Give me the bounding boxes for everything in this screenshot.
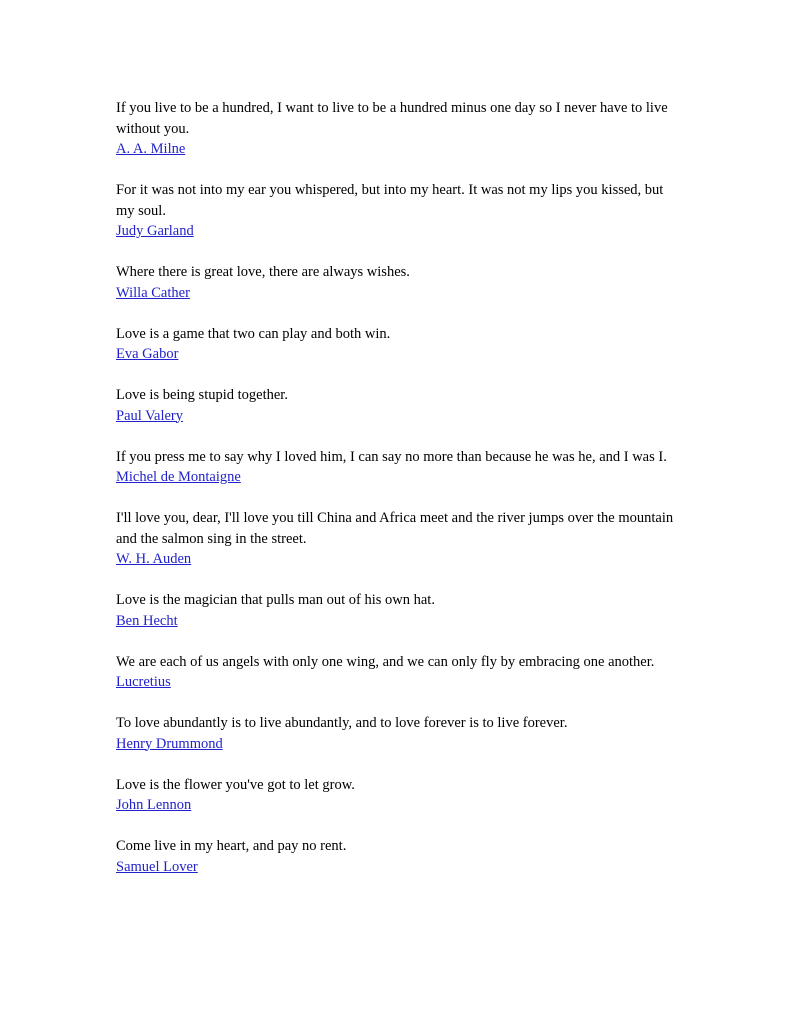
quote-item [116,836,676,877]
quote-text: We are each of us angels with only one wing, and we can only fly by embracing one another. [116,653,655,670]
quote-item [116,324,676,365]
author-link[interactable]: Judy Garland [116,223,194,239]
quote-text: Love is being stupid together. [116,387,288,403]
quote-text: I'll love you, dear, I'll love you till China and Africa meet and the river jumps over the mountain and the salmon sing in the street. [116,510,674,547]
quote-item [116,98,676,160]
quote-item [116,262,676,303]
quote-text: Where there is great love, there are always wishes. [116,264,410,280]
quote-item [116,508,676,570]
quote-item [116,652,676,693]
author-link[interactable]: John Lennon [116,797,192,813]
quote-text: For it was not into my ear you whispered, but into my heart. It was not my lips you kissed, but my soul. [116,182,664,219]
quote-text: If you live to be a hundred, I want to live to be a hundred minus one day so I never have to live without you. [116,100,668,137]
quote-item [116,180,676,242]
quote-item [116,713,676,754]
quote-text: Love is the magician that pulls man out of his own hat. [116,592,435,608]
quote-list [116,98,676,898]
author-link[interactable]: Ben Hecht [116,612,178,629]
quote-item [116,385,676,426]
author-link[interactable]: Willa Cather [116,284,190,301]
quote-item [116,590,676,631]
author-link[interactable]: Lucretius [116,674,171,690]
quote-text: Love is the flower you've got to let grow. [116,776,355,793]
quote-item [116,447,676,488]
author-link[interactable]: A. A. Milne [116,141,186,157]
quote-text: If you press me to say why I loved him, I can say no more than because he was he, and I was I. [116,448,667,465]
author-link[interactable]: Michel de Montaigne [116,469,241,485]
quote-text: Love is a game that two can play and both win. [116,325,391,342]
author-link[interactable]: W. H. Auden [116,551,192,567]
author-link[interactable]: Samuel Lover [116,858,198,875]
author-link[interactable]: Paul Valery [116,407,183,424]
author-link[interactable]: Eva Gabor [116,346,179,362]
author-link[interactable]: Henry Drummond [116,735,223,752]
quote-text: Come live in my heart, and pay no rent. [116,838,347,854]
quote-item [116,775,676,816]
quote-text: To love abundantly is to live abundantly, and to love forever is to live forever. [116,715,568,731]
